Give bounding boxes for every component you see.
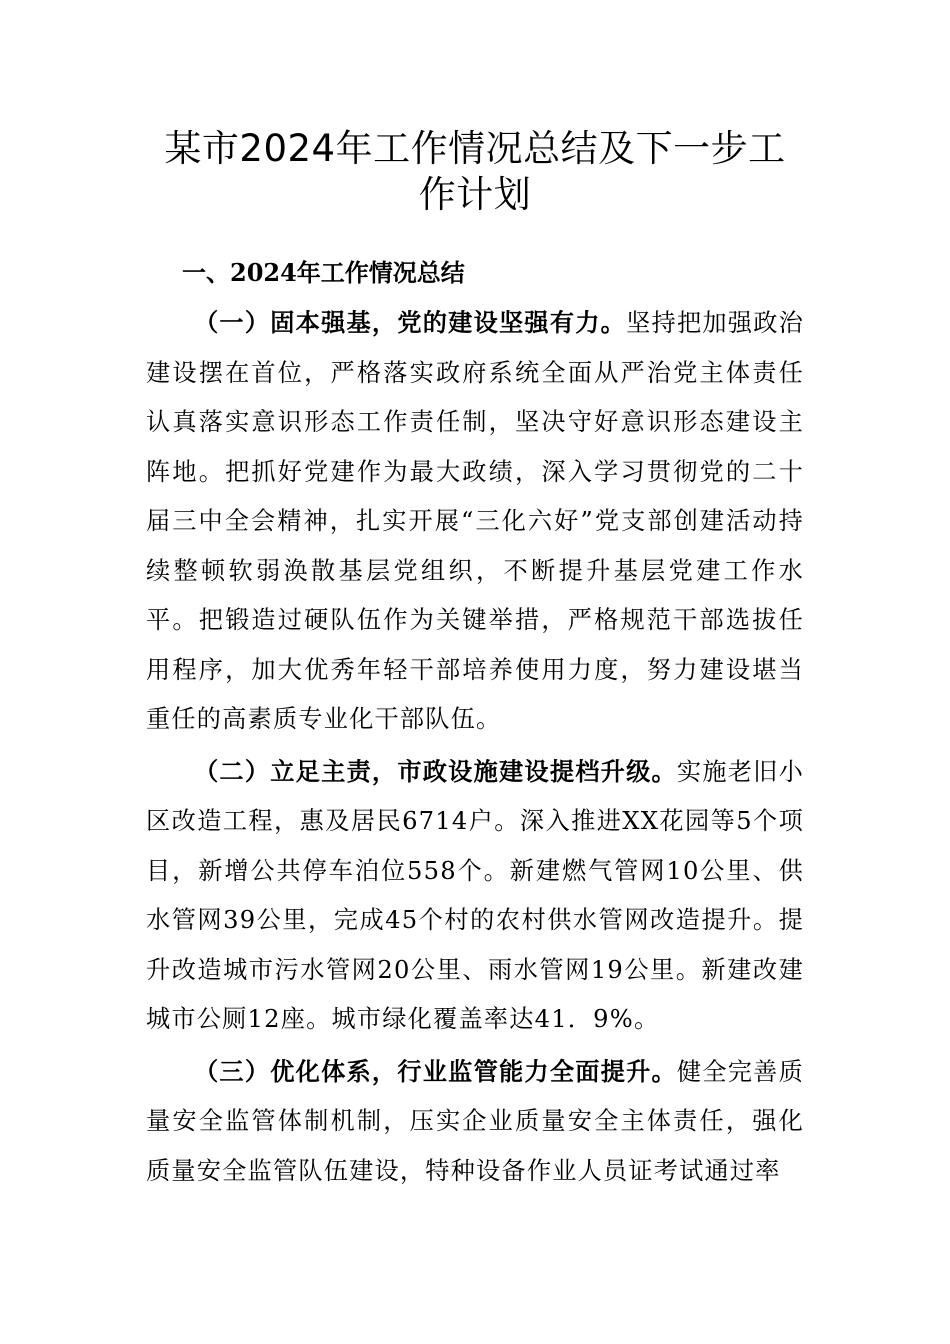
paragraph-1 bbox=[146, 298, 804, 745]
section-heading-1: 一、2024年工作情况总结 bbox=[182, 258, 465, 287]
paragraph-3-body: 健全完善质量安全监管体制机制，压实企业质量安全主体责任，强化质量安全监管队伍建设，特种设备作业人员证考试通过率 bbox=[146, 1057, 804, 1185]
paragraph-2-lead: （二）立足主责，市政设施建设提档升级。 bbox=[194, 756, 677, 786]
paragraph-2 bbox=[146, 747, 804, 1045]
paragraph-2-body: 实施老旧小区改造工程，惠及居民6714户。深入推进XX花园等5个项目，新增公共停车泊位558个。新建燃气管网10公里、供水管网39公里，完成45个村的农村供水管网改造提升。提升改造城市污水管网20公里、雨水管网19公里。新建改建城市公厕12座。城市绿化覆盖率达41．9%。 bbox=[146, 757, 804, 1033]
paragraph-1-body: 坚持把加强政治建设摆在首位，严格落实政府系统全面从严治党主体责任认真落实意识形态工作责任制，坚决守好意识形态建设主阵地。把抓好党建作为最大政绩，深入学习贯彻党的二十届三中全会精神，扎实开展“三化六好”党支部创建活动持续整顿软弱涣散基层党组织，不断提升基层党建工作水平。把锻造过硬队伍作为关键举措，严格规范干部选拔任用程序，加大优秀年轻干部培养使用力度，努力建设堪当重任的高素质专业化干部队伍。 bbox=[146, 309, 805, 733]
paragraph-1-lead: （一）固本强基，党的建设坚强有力。 bbox=[194, 308, 627, 337]
paragraph-3 bbox=[146, 1047, 804, 1197]
document-title: 某市2024年工作情况总结及下一步工作计划 bbox=[164, 127, 786, 216]
paragraph-3-lead: （三）优化体系，行业监管能力全面提升。 bbox=[194, 1056, 677, 1086]
